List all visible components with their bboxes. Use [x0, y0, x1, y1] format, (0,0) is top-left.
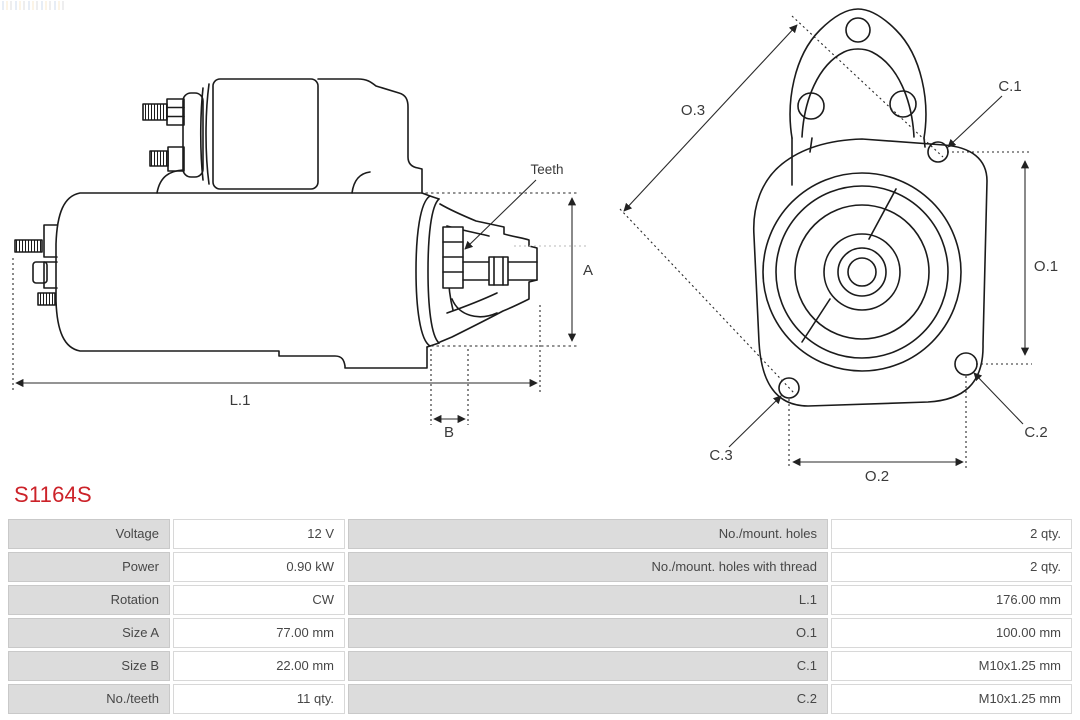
motor-body-outline: [56, 193, 427, 368]
spec-label: Power: [8, 552, 170, 582]
bracket-hole-right: [890, 91, 916, 117]
side-view-drawing: [15, 79, 537, 368]
spec-value: 12 V: [173, 519, 345, 549]
spec-label: C.2: [348, 684, 828, 714]
dim-o1-label: O.1: [1033, 258, 1059, 275]
dim-o3-line: [624, 25, 797, 211]
bracket-hole-left: [798, 93, 824, 119]
spec-value: CW: [173, 585, 345, 615]
spec-label: C.1: [348, 651, 828, 681]
side-view-dimensions: [13, 180, 588, 425]
front-view-drawing: [754, 9, 987, 406]
spec-label: O.1: [348, 618, 828, 648]
spec-value: M10x1.25 mm: [831, 651, 1072, 681]
solenoid-terminal-studs: [143, 99, 184, 171]
spec-label: L.1: [348, 585, 828, 615]
end-drum: [416, 193, 439, 347]
solenoid-foot-right: [352, 172, 370, 193]
spec-value: 77.00 mm: [173, 618, 345, 648]
spec-value: M10x1.25 mm: [831, 684, 1072, 714]
dim-a-label: A: [582, 262, 594, 279]
spec-label: No./mount. holes: [348, 519, 828, 549]
dim-l1-label: L.1: [229, 392, 251, 409]
dim-c2-label: C.2: [1024, 424, 1048, 441]
c1-leader-line: [948, 96, 1002, 147]
drive-support-block: [318, 79, 422, 193]
solenoid: [183, 79, 318, 189]
dim-o3-label: O.3: [680, 102, 706, 119]
bracket-hole-top: [846, 18, 870, 42]
c3-leader-line: [729, 396, 781, 447]
spec-value: 176.00 mm: [831, 585, 1072, 615]
top-bracket: [790, 9, 926, 185]
spec-value: 100.00 mm: [831, 618, 1072, 648]
pinion-shaft: [463, 257, 537, 285]
dim-c3-label: C.3: [709, 447, 733, 464]
c2-leader-line: [974, 373, 1023, 424]
part-number: S1164S: [14, 482, 92, 507]
spec-table: [8, 519, 1072, 714]
flange-outline: [754, 139, 987, 406]
spec-value: 11 qty.: [173, 684, 345, 714]
front-view-dimensions: [620, 16, 1032, 468]
spec-label: Voltage: [8, 519, 170, 549]
dim-c1-label: C.1: [998, 78, 1022, 95]
dim-b-label: B: [443, 424, 455, 441]
spec-label: Rotation: [8, 585, 170, 615]
spec-value: 22.00 mm: [173, 651, 345, 681]
spec-label: No./teeth: [8, 684, 170, 714]
dim-o2-label: O.2: [864, 468, 890, 484]
solenoid-foot-left: [157, 170, 183, 193]
teeth-label: Teeth: [530, 162, 564, 177]
spec-label: Size A: [8, 618, 170, 648]
flange-circles: [763, 173, 961, 371]
body-terminal-studs: [15, 225, 57, 305]
spec-value: 0.90 kW: [173, 552, 345, 582]
spec-label: No./mount. holes with thread: [348, 552, 828, 582]
pinion-gear: [443, 227, 463, 288]
spec-value: 2 qty.: [831, 519, 1072, 549]
mount-hole-c2: [955, 353, 977, 375]
spec-value: 2 qty.: [831, 552, 1072, 582]
spec-label: Size B: [8, 651, 170, 681]
